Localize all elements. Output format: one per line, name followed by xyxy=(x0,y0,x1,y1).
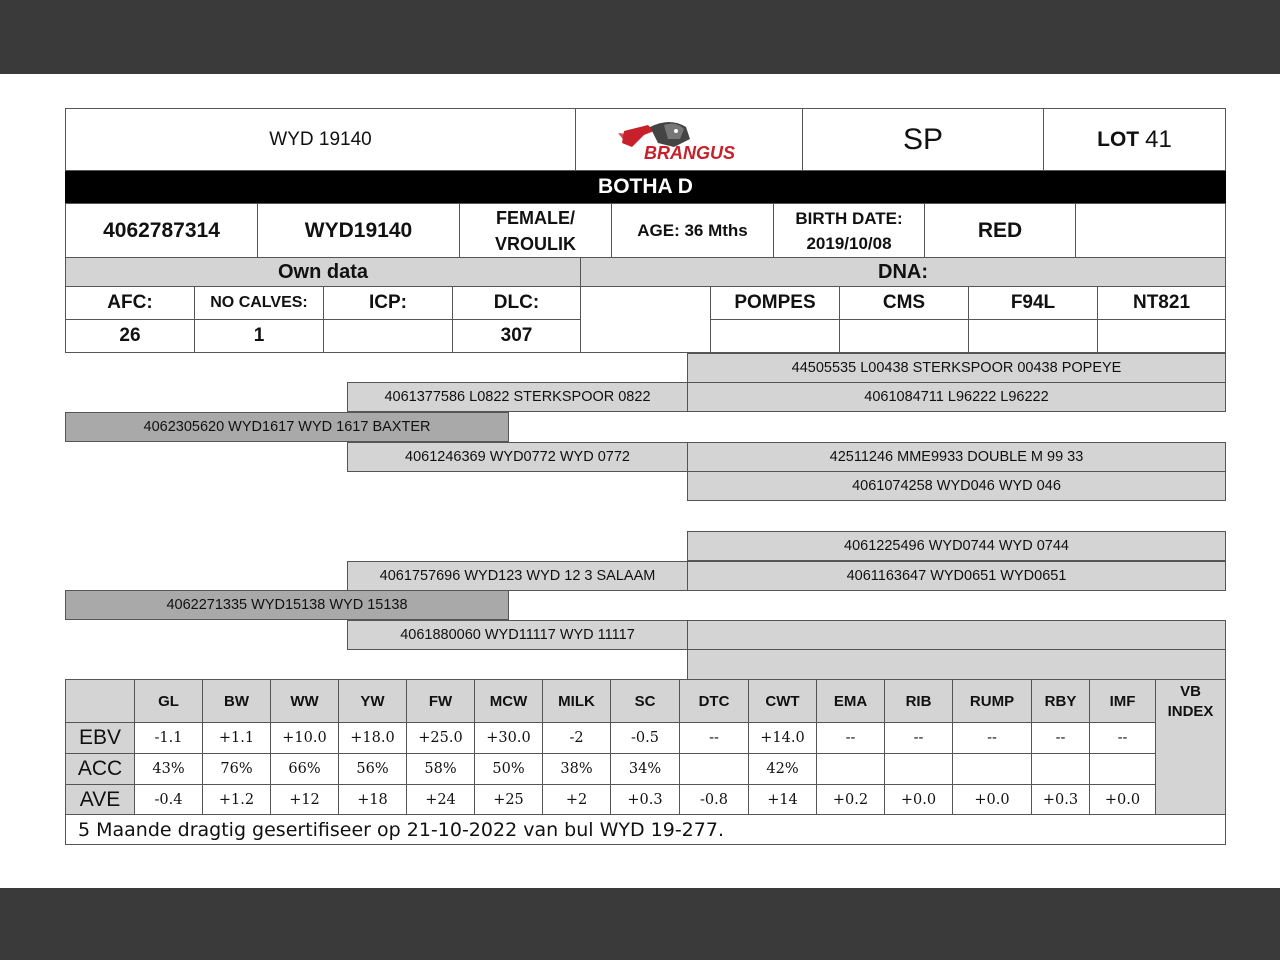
dna-pompes-header: POMPES xyxy=(710,286,840,320)
dna-f94l-value xyxy=(968,319,1098,353)
ebv-cell-acc-fw: 58% xyxy=(406,753,475,785)
ebv-cell-acc-yw: 56% xyxy=(338,753,407,785)
ebv-corner-cell xyxy=(65,679,135,723)
ebv-cell-ave-rump: +0.0 xyxy=(952,784,1032,815)
ebv-col-rump: RUMP xyxy=(952,679,1032,723)
ebv-row-label-ebv: EBV xyxy=(65,722,135,754)
birth-date-value: 2019/10/08 xyxy=(806,233,892,253)
pedigree-sire-sire-sire: 44505535 L00438 STERKSPOOR 00438 POPEYE xyxy=(687,353,1226,383)
lot-box xyxy=(1043,108,1226,171)
pedigree-dam-dam-sire xyxy=(687,620,1226,650)
pedigree-sire-dam: 4061246369 WYD0772 WYD 0772 xyxy=(347,442,688,472)
top-frame-bar xyxy=(0,0,1280,74)
no-calves-header: NO CALVES: xyxy=(194,286,324,320)
ebv-cell-ebv-gl: -1.1 xyxy=(134,722,203,754)
ebv-col-sc: SC xyxy=(610,679,680,723)
ebv-cell-ave-rby: +0.3 xyxy=(1031,784,1090,815)
ebv-row-label-ave: AVE xyxy=(65,784,135,815)
animal-tag: WYD 19140 xyxy=(65,108,576,171)
pedigree-sire: 4062305620 WYD1617 WYD 1617 BAXTER xyxy=(65,412,509,442)
ebv-cell-ave-milk: +2 xyxy=(542,784,611,815)
ebv-row-label-acc: ACC xyxy=(65,753,135,785)
pedigree-dam-sire-dam: 4061163647 WYD0651 WYD0651 xyxy=(687,561,1226,591)
bull-logo-icon xyxy=(614,117,764,163)
icp-header: ICP: xyxy=(323,286,453,320)
ebv-col-dtc: DTC xyxy=(679,679,749,723)
pedigree-dam-dam: 4061880060 WYD11117 WYD 11117 xyxy=(347,620,688,650)
dna-pompes-value xyxy=(710,319,840,353)
ebv-cell-ebv-ww: +10.0 xyxy=(270,722,339,754)
icp-value xyxy=(323,319,453,353)
pedigree-sire-dam-dam: 4061074258 WYD046 WYD 046 xyxy=(687,471,1226,501)
ebv-col-ww: WW xyxy=(270,679,339,723)
brangus-logo xyxy=(575,108,803,171)
ebv-cell-ave-imf: +0.0 xyxy=(1089,784,1156,815)
dna-title: DNA: xyxy=(580,257,1226,287)
ebv-cell-acc-ema xyxy=(816,753,885,785)
lot-label: LOT xyxy=(1097,127,1140,151)
ebv-cell-ebv-rump: -- xyxy=(952,722,1032,754)
ebv-col-bw: BW xyxy=(202,679,271,723)
ebv-cell-ave-rib: +0.0 xyxy=(884,784,953,815)
ebv-cell-ebv-bw: +1.1 xyxy=(202,722,271,754)
ebv-cell-ebv-rib: -- xyxy=(884,722,953,754)
sex-line-2: VROULIK xyxy=(495,233,576,254)
vb-index-label-2: INDEX xyxy=(1167,703,1214,720)
age: AGE: 36 Mths xyxy=(611,203,774,258)
lot-number: 41 xyxy=(1145,125,1172,153)
birth-date xyxy=(773,203,925,258)
ebv-cell-ebv-milk: -2 xyxy=(542,722,611,754)
ebv-cell-acc-gl: 43% xyxy=(134,753,203,785)
footnote: 5 Maande dragtig gesertifiseer op 21-10-2022 van bul WYD 19-277. xyxy=(65,814,1226,845)
ebv-cell-acc-dtc xyxy=(679,753,749,785)
ebv-col-cwt: CWT xyxy=(748,679,817,723)
ebv-cell-ave-sc: +0.3 xyxy=(610,784,680,815)
dna-cms-header: CMS xyxy=(839,286,969,320)
ebv-cell-acc-ww: 66% xyxy=(270,753,339,785)
ebv-col-imf: IMF xyxy=(1089,679,1156,723)
dna-cms-value xyxy=(839,319,969,353)
ebv-cell-acc-rib xyxy=(884,753,953,785)
pedigree-dam-sire: 4061757696 WYD123 WYD 12 3 SALAAM xyxy=(347,561,688,591)
ebv-col-gl: GL xyxy=(134,679,203,723)
ebv-cell-ave-ww: +12 xyxy=(270,784,339,815)
ebv-cell-acc-sc: 34% xyxy=(610,753,680,785)
ebv-cell-ebv-ema: -- xyxy=(816,722,885,754)
ebv-cell-acc-rump xyxy=(952,753,1032,785)
animal-name: BOTHA D xyxy=(65,171,1226,203)
ebv-cell-ave-ema: +0.2 xyxy=(816,784,885,815)
logo-text: BRANGUS xyxy=(644,142,736,163)
vb-index-label-1: VB xyxy=(1180,683,1201,700)
ebv-cell-acc-cwt: 42% xyxy=(748,753,817,785)
dna-empty-cell xyxy=(580,286,711,353)
pedigree-dam-dam-dam xyxy=(687,649,1226,680)
ebv-cell-ave-bw: +1.2 xyxy=(202,784,271,815)
birth-date-label: BIRTH DATE: xyxy=(795,208,903,228)
ebv-cell-ave-yw: +18 xyxy=(338,784,407,815)
afc-header: AFC: xyxy=(65,286,195,320)
colour: RED xyxy=(924,203,1076,258)
bottom-frame-bar xyxy=(0,888,1280,960)
no-calves-value: 1 xyxy=(194,319,324,353)
pedigree-dam: 4062271335 WYD15138 WYD 15138 xyxy=(65,590,509,620)
ebv-cell-acc-milk: 38% xyxy=(542,753,611,785)
ebv-cell-acc-bw: 76% xyxy=(202,753,271,785)
afc-value: 26 xyxy=(65,319,195,353)
ebv-cell-ebv-mcw: +30.0 xyxy=(474,722,543,754)
sex xyxy=(459,203,612,258)
ebv-col-rib: RIB xyxy=(884,679,953,723)
ebv-cell-ave-fw: +24 xyxy=(406,784,475,815)
ebv-col-fw: FW xyxy=(406,679,475,723)
dna-f94l-header: F94L xyxy=(968,286,1098,320)
sex-line-1: FEMALE/ xyxy=(496,207,575,228)
dlc-value: 307 xyxy=(452,319,581,353)
registration-number: 4062787314 xyxy=(65,203,258,258)
ebv-cell-acc-imf xyxy=(1089,753,1156,785)
dna-nt821-value xyxy=(1097,319,1226,353)
ebv-cell-ebv-dtc: -- xyxy=(679,722,749,754)
pedigree-dam-sire-sire: 4061225496 WYD0744 WYD 0744 xyxy=(687,531,1226,561)
ebv-cell-ebv-yw: +18.0 xyxy=(338,722,407,754)
pedigree-sire-sire-dam: 4061084711 L96222 L96222 xyxy=(687,382,1226,412)
ebv-cell-ave-dtc: -0.8 xyxy=(679,784,749,815)
ebv-cell-ave-gl: -0.4 xyxy=(134,784,203,815)
ebv-cell-ave-cwt: +14 xyxy=(748,784,817,815)
animal-id: WYD19140 xyxy=(257,203,460,258)
ebv-col-ema: EMA xyxy=(816,679,885,723)
ebv-cell-ebv-fw: +25.0 xyxy=(406,722,475,754)
dlc-header: DLC: xyxy=(452,286,581,320)
vb-index-column xyxy=(1155,679,1226,815)
ebv-cell-ebv-rby: -- xyxy=(1031,722,1090,754)
ebv-cell-ebv-sc: -0.5 xyxy=(610,722,680,754)
ebv-col-milk: MILK xyxy=(542,679,611,723)
pedigree-sire-sire: 4061377586 L0822 STERKSPOOR 0822 xyxy=(347,382,688,412)
ebv-cell-acc-rby xyxy=(1031,753,1090,785)
own-data-title: Own data xyxy=(65,257,581,287)
pedigree-sire-dam-sire: 42511246 MME9933 DOUBLE M 99 33 xyxy=(687,442,1226,472)
ebv-cell-ebv-cwt: +14.0 xyxy=(748,722,817,754)
code-badge: SP xyxy=(802,108,1044,171)
info-empty-cell xyxy=(1075,203,1226,258)
ebv-col-rby: RBY xyxy=(1031,679,1090,723)
ebv-col-mcw: MCW xyxy=(474,679,543,723)
dna-nt821-header: NT821 xyxy=(1097,286,1226,320)
ebv-cell-ebv-imf: -- xyxy=(1089,722,1156,754)
ebv-cell-acc-mcw: 50% xyxy=(474,753,543,785)
ebv-col-yw: YW xyxy=(338,679,407,723)
ebv-cell-ave-mcw: +25 xyxy=(474,784,543,815)
